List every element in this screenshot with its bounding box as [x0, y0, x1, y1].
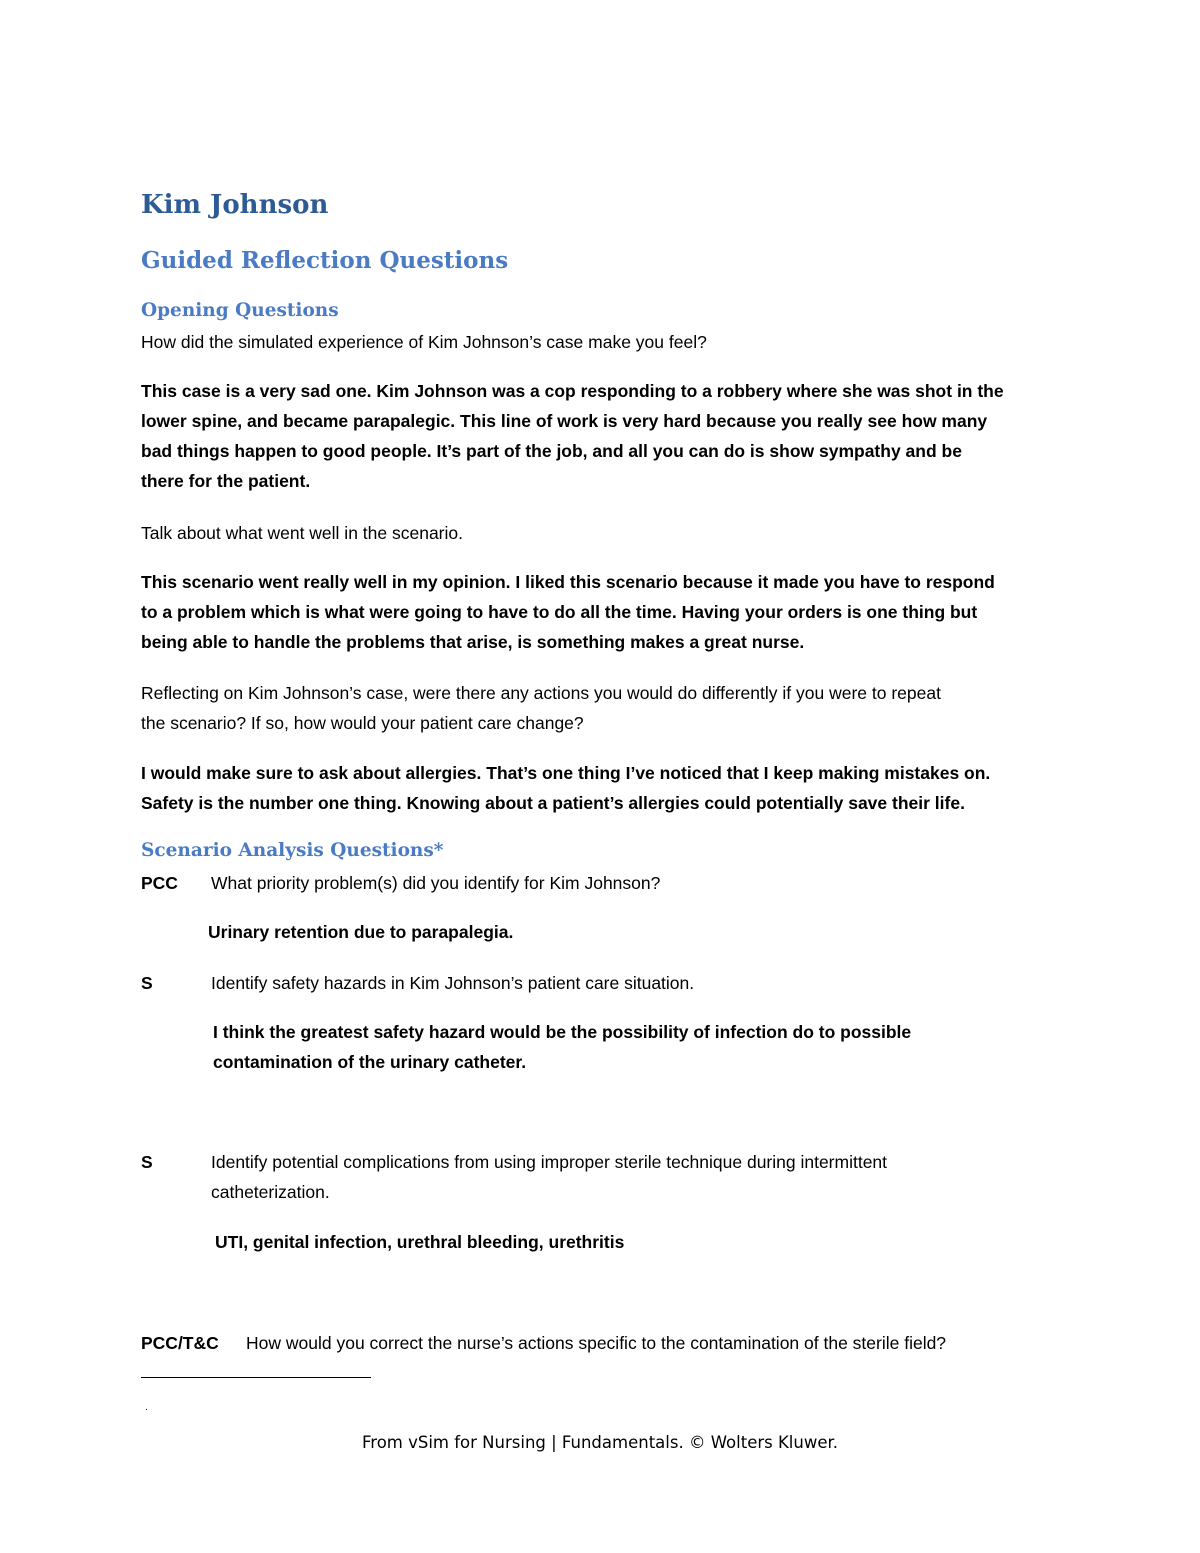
answer-line: lower spine, and became parapalegic. This line of work is very hard because you really see how many [141, 411, 988, 431]
answer-line: I think the greatest safety hazard would be the possibility of infection do to possible [213, 1022, 912, 1042]
opening-answer-1 [141, 376, 1004, 496]
answer-line: being able to handle the problems that arise, is something makes a great nurse. [141, 632, 805, 652]
analysis-answer-1: Urinary retention due to parapalegia. [208, 922, 514, 942]
answer-line: This case is a very sad one. Kim Johnson was a cop responding to a robbery where she was shot in the [141, 381, 1004, 401]
answer-line: there for the patient. [141, 471, 311, 491]
document-title: Kim Johnson [141, 190, 329, 220]
opening-answer-3 [141, 758, 990, 818]
footnote-mark: . [145, 1402, 148, 1413]
item-tag: PCC [141, 873, 178, 893]
answer-line: Safety is the number one thing. Knowing about a patient’s allergies could potentially save their life. [141, 793, 965, 813]
analysis-question-3 [211, 1147, 887, 1207]
question-line: Reflecting on Kim Johnson’s case, were there any actions you would do differently if you were to repeat [141, 683, 941, 703]
answer-line: bad things happen to good people. It’s part of the job, and all you can do is show sympathy and be [141, 441, 962, 461]
opening-question-2: Talk about what went well in the scenario. [141, 523, 463, 543]
answer-line: This scenario went really well in my opinion. I liked this scenario because it made you have to respond [141, 572, 995, 592]
analysis-answer-3: UTI, genital infection, urethral bleeding, urethritis [215, 1232, 625, 1252]
question-line: catheterization. [211, 1182, 330, 1202]
answer-line: I would make sure to ask about allergies. That’s one thing I’ve noticed that I keep making mistakes on. [141, 763, 991, 783]
item-tag: PCC/T&C [141, 1333, 219, 1353]
answer-line: to a problem which is what were going to have to do all the time. Having your orders is one thing but [141, 602, 978, 622]
opening-questions-heading: Opening Questions [141, 300, 339, 321]
opening-answer-2 [141, 567, 995, 657]
item-tag: S [141, 1152, 153, 1172]
footnote-separator [141, 1377, 371, 1378]
opening-question-1: How did the simulated experience of Kim Johnson’s case make you feel? [141, 332, 707, 352]
opening-question-3 [141, 678, 941, 738]
analysis-question-1: What priority problem(s) did you identify for Kim Johnson? [211, 873, 661, 893]
item-tag: S [141, 973, 153, 993]
document-subtitle: Guided Reflection Questions [141, 247, 509, 274]
analysis-question-4: How would you correct the nurse’s actions specific to the contamination of the sterile field? [246, 1333, 947, 1353]
scenario-analysis-heading: Scenario Analysis Questions* [141, 840, 444, 861]
question-line: Identify potential complications from using improper sterile technique during intermittent [211, 1152, 888, 1172]
analysis-question-2: Identify safety hazards in Kim Johnson’s patient care situation. [211, 973, 695, 993]
analysis-answer-2 [213, 1017, 911, 1077]
answer-line: contamination of the urinary catheter. [213, 1052, 527, 1072]
question-line: the scenario? If so, how would your patient care change? [141, 713, 584, 733]
page-footer: From vSim for Nursing | Fundamentals. © Wolters Kluwer. [361, 1433, 838, 1452]
